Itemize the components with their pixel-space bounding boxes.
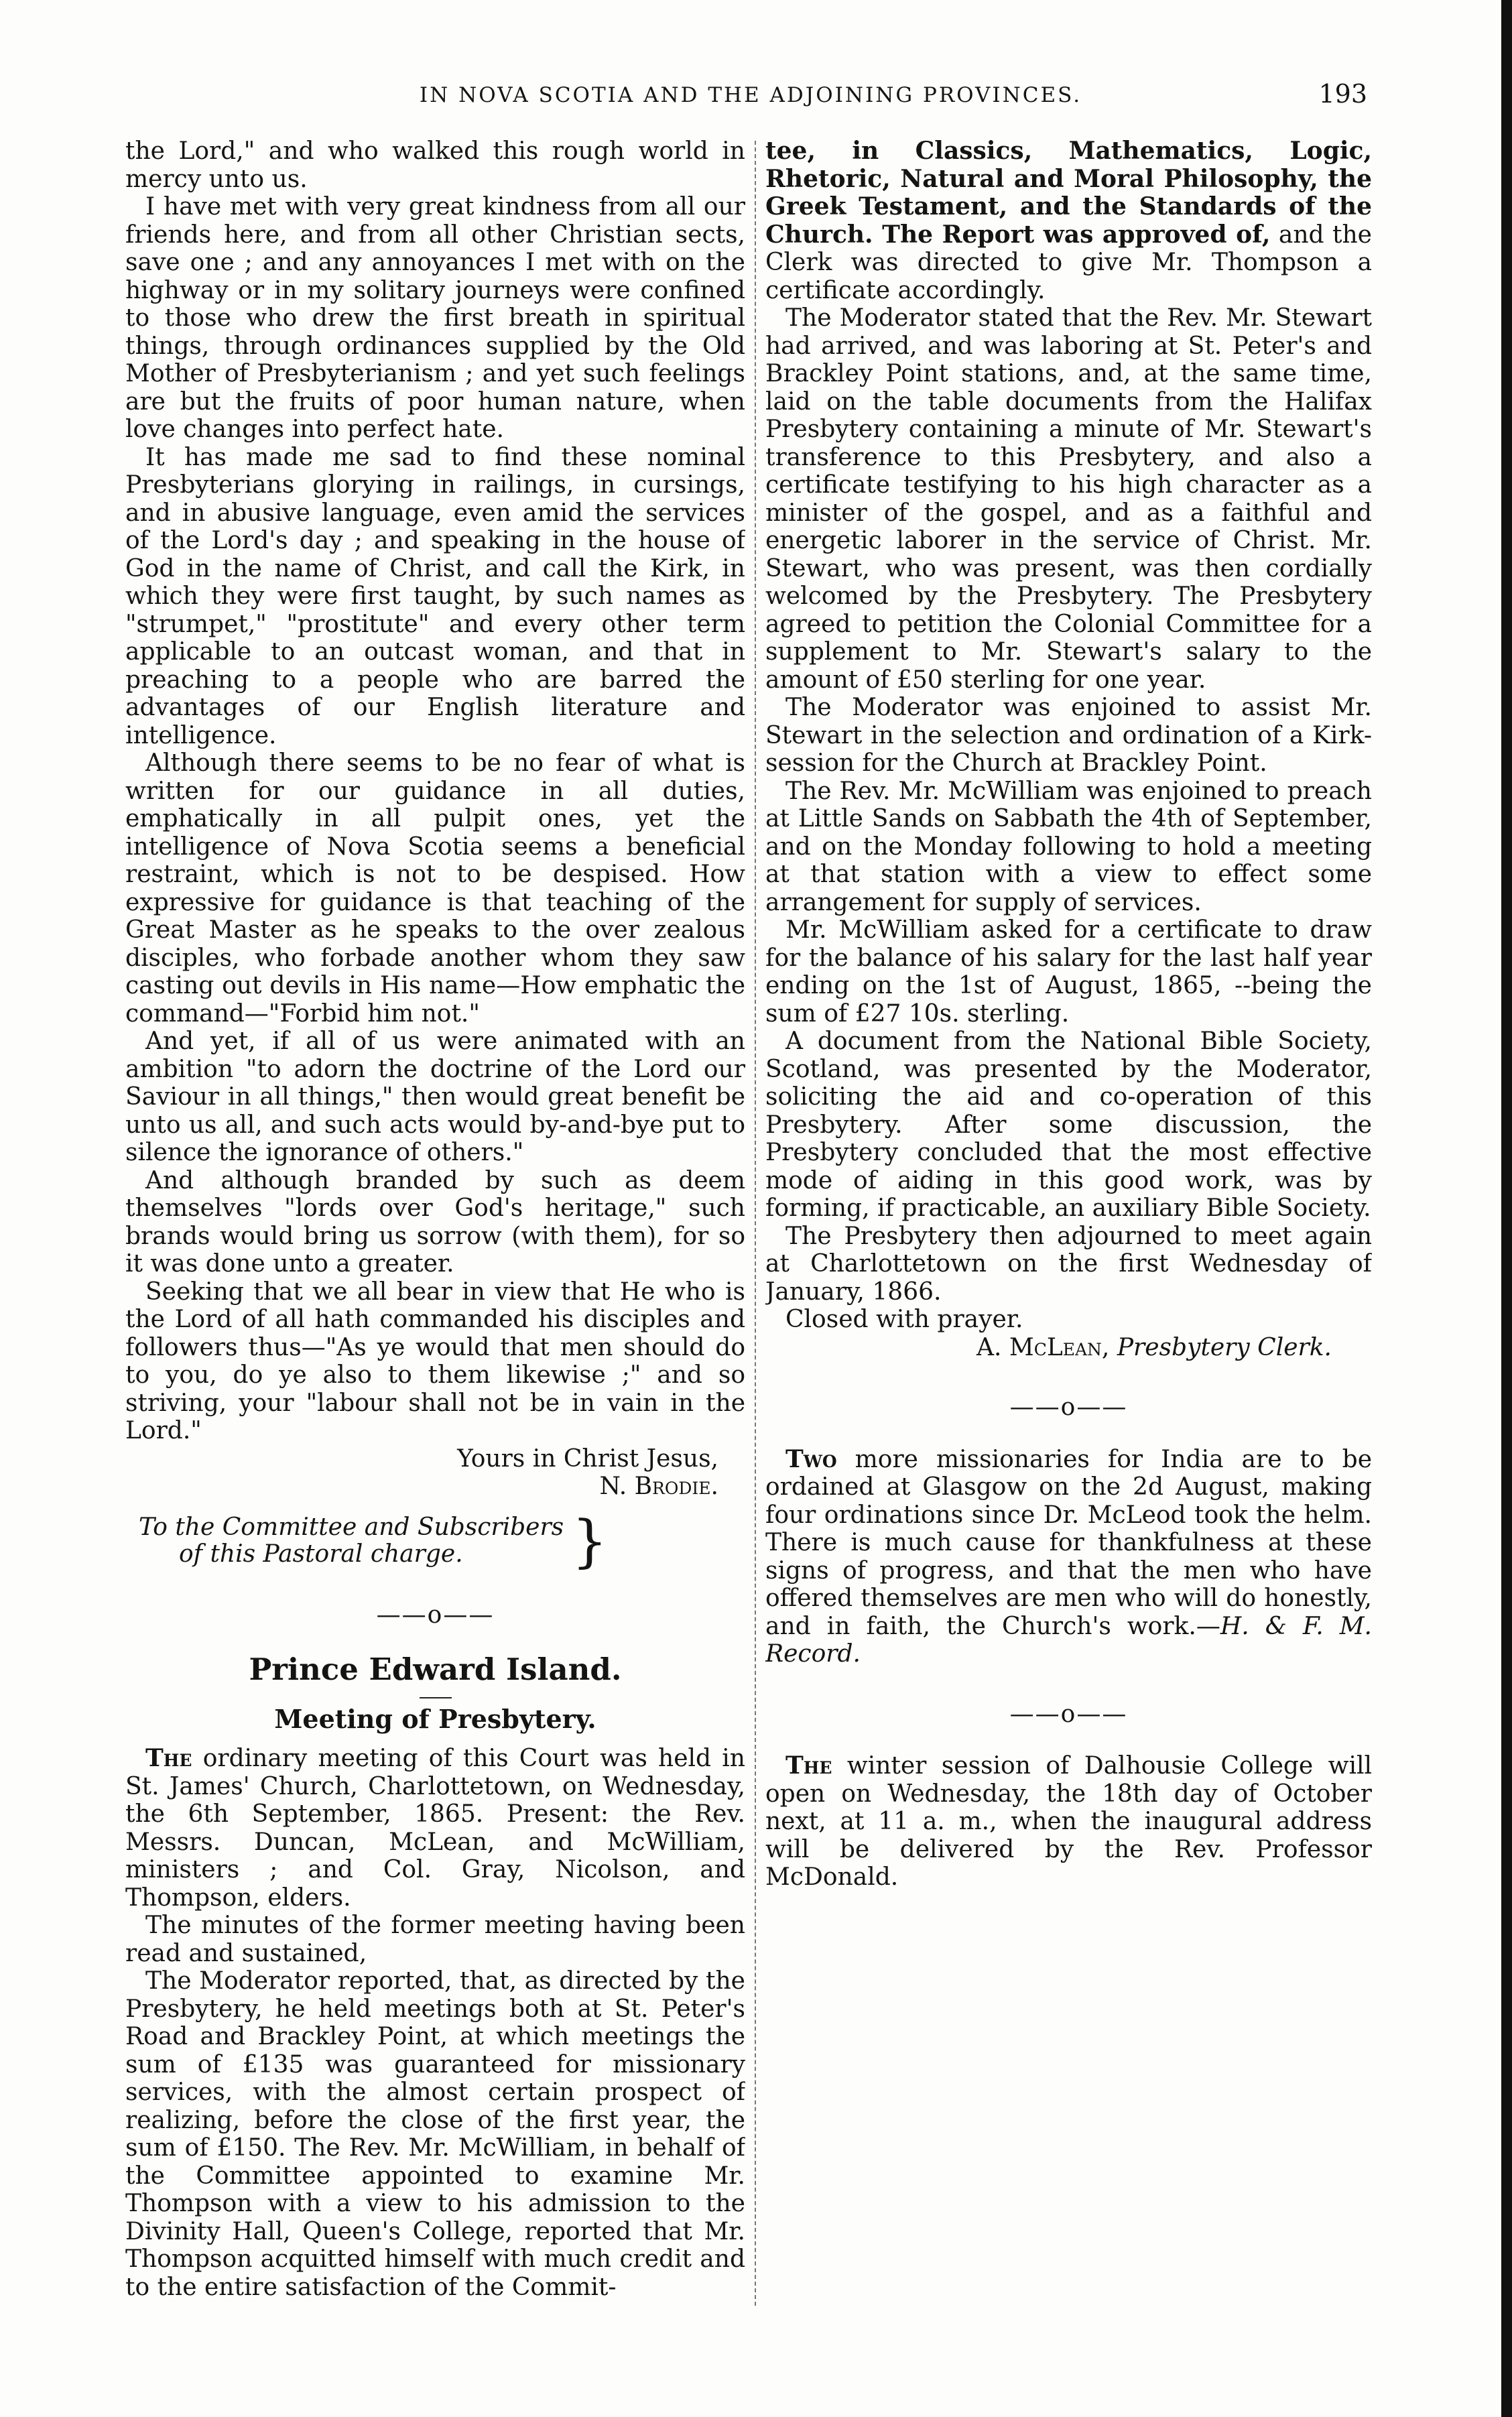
paragraph: The Presbytery then adjourned to meet again at Charlottetown on the first Wednesday of January, 1866. bbox=[765, 1222, 1372, 1306]
clerk-signature bbox=[765, 1334, 1372, 1362]
lead-word: Two bbox=[785, 1444, 837, 1473]
paragraph-text: more missionaries for India are to be ordained at Glasgow on the 2d August, making four ordinations since Dr. McLeod took the helm. There is much cause for thankfulness at these signs of progress, and that the men who have offered themselves are men who will do honestly, and in faith, the Church's work.— bbox=[765, 1445, 1372, 1640]
letter-address bbox=[139, 1507, 745, 1574]
clerk-role: Presbytery Clerk. bbox=[1117, 1333, 1332, 1361]
paragraph bbox=[765, 1752, 1372, 1892]
paragraph: The Moderator reported, that, as directed by the Presbytery, he held meetings both at St. Peter's Road and Brackley Point, at which meetings the sum of £135 was guaranteed for missionary services, with the almost certain prospect of realizing, before the close of the first year, the sum of £150. The Rev. Mr. McWilliam, in behalf of the Committee appointed to examine Mr. Thompson with a view to his admission to the Divinity Hall, Queen's College, reported that Mr. Thompson acquitted himself with much credit and to the entire satisfaction of the Commit- bbox=[125, 1967, 745, 2301]
section-divider: ——o—— bbox=[1009, 1393, 1128, 1421]
sub-title: Meeting of Presbytery. bbox=[274, 1703, 596, 1734]
source-citation: H. & F. M. Record. bbox=[765, 1612, 1372, 1668]
paragraph: The minutes of the former meeting having been read and sustained, bbox=[125, 1912, 745, 1967]
title-rule bbox=[420, 1697, 452, 1698]
letter-signature: N. Brodie. bbox=[599, 1473, 718, 1500]
running-title: IN NOVA SCOTIA AND THE ADJOINING PROVINCES. bbox=[419, 83, 1082, 107]
paragraph-text: and the Clerk was directed to give Mr. Thompson a certificate accordingly. bbox=[765, 221, 1372, 304]
paragraph: Seeking that we all bear in view that He who is the Lord of all hath commanded his disciples and followers thus—"As ye would that men should do to you, do ye also to them likewise ;" and so striving, your "labour shall not be in vain in the Lord." bbox=[125, 1278, 745, 1444]
paragraph: Although there seems to be no fear of what is written for our guidance in all duties, emphatically in all pulpit ones, yet the intelligence of Nova Scotia seems a beneficial restraint, which is not to be despised. How expressive for guidance is that teaching of the Great Master as he speaks to the over zealous disciples, who forbade another whom they saw casting out devils in His name—How emphatic the command—"Forbid him not." bbox=[125, 749, 745, 1028]
left-column bbox=[125, 137, 745, 2302]
address-line: of this Pastoral charge. bbox=[179, 1540, 463, 1568]
page-header bbox=[134, 79, 1367, 119]
paragraph: Mr. McWilliam asked for a certificate to draw for the balance of his salary for the last half year ending on the 1st of August, 1865, --being the sum of £27 10s. sterling. bbox=[765, 916, 1372, 1028]
paragraph: The Rev. Mr. McWilliam was enjoined to preach at Little Sands on Sabbath the 4th of September, and on the Monday following to hold a meeting at that station with a view to effect some arrangement for supply of services. bbox=[765, 777, 1372, 916]
paragraph: And yet, if all of us were animated with an ambition "to adorn the doctrine of the Lord our Saviour in all things," then would great benefit be unto us all, and such acts would by-and-bye put to silence the ignorance of others." bbox=[125, 1028, 745, 1166]
clerk-name: A. McLean, bbox=[976, 1333, 1110, 1361]
paragraph: The Moderator was enjoined to assist Mr. Stewart in the selection and ordination of a Kirk-session for the Church at Brackley Point. bbox=[765, 694, 1372, 777]
paragraph bbox=[765, 1446, 1372, 1668]
paragraph: And although branded by such as deem themselves "lords over God's heritage," such brands would bring us sorrow (with them), for so it was done unto a greater. bbox=[125, 1166, 745, 1278]
section-divider: ——o—— bbox=[376, 1601, 495, 1629]
column-divider bbox=[755, 141, 756, 2306]
paragraph-text: winter session of Dalhousie College will open on Wednesday, the 18th day of October next, at 11 a. m., when the inaugural address will be delivered by the Rev. Professor McDonald. bbox=[765, 1752, 1372, 1891]
right-column bbox=[765, 137, 1372, 2302]
paragraph: A document from the National Bible Society, Scotland, was presented by the Moderator, soliciting the aid and co-operation of this Presbytery. After some discussion, the Presbytery concluded that the most effective mode of aiding in this good work, was by forming, if practicable, an auxiliary Bible Society. bbox=[765, 1028, 1372, 1222]
letter-closing: Yours in Christ Jesus, bbox=[457, 1444, 718, 1473]
lead-word: The bbox=[785, 1751, 832, 1780]
paragraph bbox=[125, 1745, 745, 1912]
lead-word: The bbox=[145, 1744, 192, 1772]
section-divider: ——o—— bbox=[1009, 1700, 1128, 1728]
paragraph-text: ordinary meeting of this Court was held in St. James' Church, Charlottetown, on Wednesday, the 6th September, 1865. Present: the Rev. Messrs. Duncan, McLean, and McWilliam, ministers ; and Col. Gray, Nicolson, and Thompson, elders. bbox=[125, 1745, 745, 1912]
paragraph: the Lord," and who walked this rough world in mercy unto us. bbox=[125, 137, 745, 193]
paragraph: I have met with very great kindness from all our friends here, and from all other Christian sects, save one ; and any annoyances I met with on the highway or in my solitary journeys were confined to those who drew the first breath in spiritual things, through ordinances supplied by the Old Mother of Presbyterianism ; and yet such feelings are but the fruits of poor human nature, when love changes into perfect hate. bbox=[125, 193, 745, 443]
paragraph bbox=[765, 137, 1372, 304]
brace-mark: } bbox=[572, 1507, 608, 1574]
section-title: Prince Edward Island. bbox=[249, 1652, 622, 1687]
bold-text: tee, in Classics, Mathematics, Logic, Rhetoric, Natural and Moral Philosophy, the Greek Testament, and the Standards of the Church. The Report was approved of, bbox=[765, 137, 1372, 249]
paragraph: It has made me sad to find these nominal Presbyterians glorying in railings, in cursings, and in abusive language, even amid the services of the Lord's day ; and speaking in the house of God in the name of Christ, and call the Kirk, in which they were first taught, by such names as "strumpet," "prostitute" and every other term applicable to an outcast woman, and that in preaching to a people who are barred the advantages of our English literature and intelligence. bbox=[125, 443, 745, 749]
scan-edge-bar bbox=[1501, 0, 1512, 2417]
paragraph: Closed with prayer. bbox=[785, 1306, 1023, 1333]
address-line: To the Committee and Subscribers bbox=[139, 1513, 564, 1541]
paragraph: The Moderator stated that the Rev. Mr. Stewart had arrived, and was laboring at St. Peter's and Brackley Point stations, and, at the same time, laid on the table documents from the Halifax Presbytery containing a minute of Mr. Stewart's transference to this Presbytery, and also a certificate testifying to his high character as a minister of the gospel, and as a faithful and energetic laborer in the service of Christ. Mr. Stewart, who was present, was then cordially welcomed by the Presbytery. The Presbytery agreed to petition the Colonial Committee for a supplement to Mr. Stewart's salary to the amount of £50 sterling for one year. bbox=[765, 304, 1372, 694]
page-number: 193 bbox=[1318, 79, 1367, 109]
